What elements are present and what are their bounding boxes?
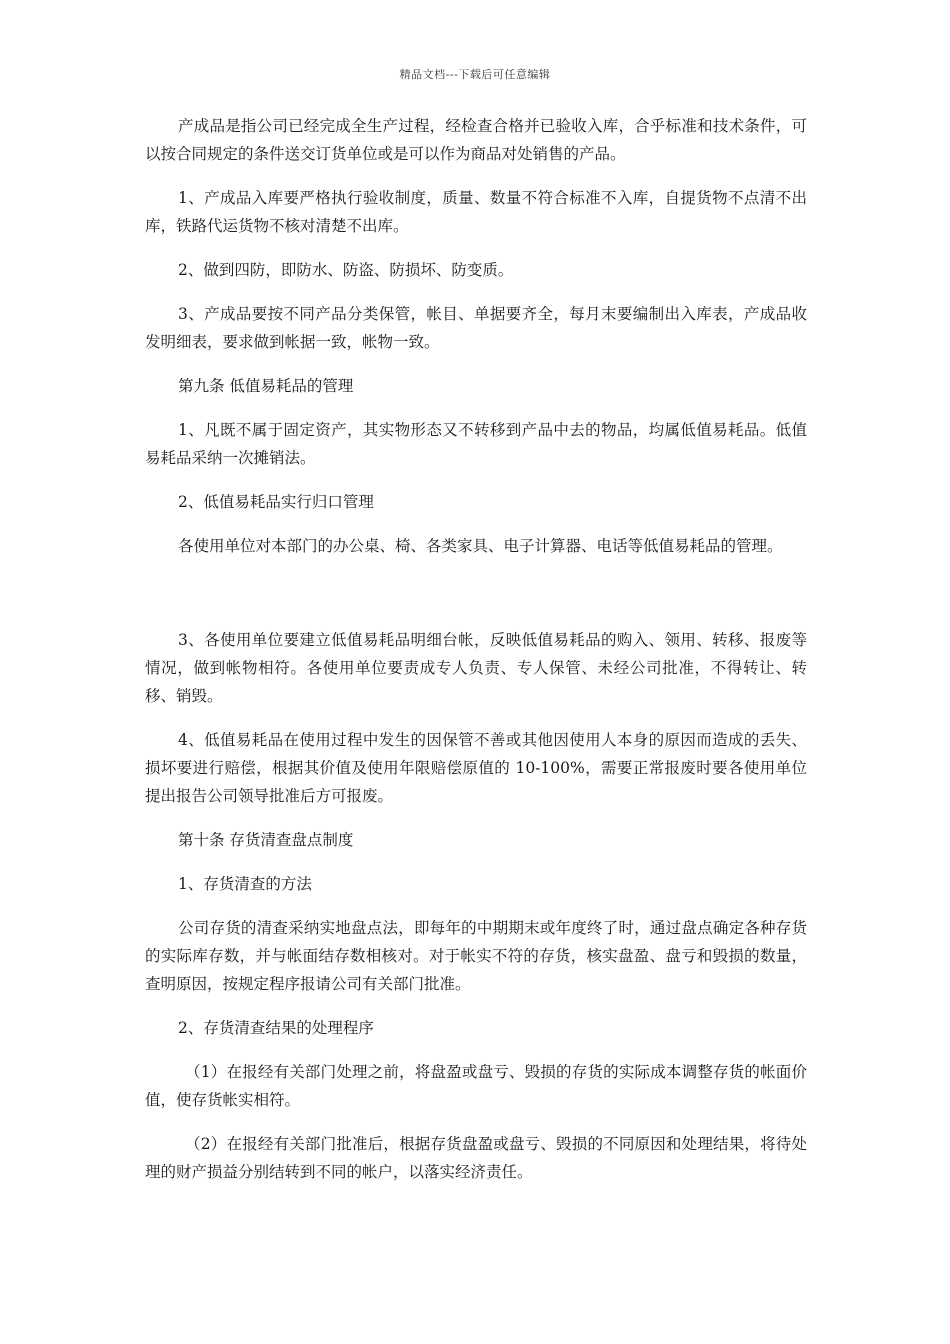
paragraph-inventory-result-heading: 2、存货清查结果的处理程序 (178, 1019, 374, 1037)
paragraph-low-value-rule-2-detail: 各使用单位对本部门的办公桌、椅、各类家具、电子计算器、电话等低值易耗品的管理。 (178, 537, 783, 555)
paragraph-inventory-result-step-2: （2）在报经有关部门批准后，根据存货盘盈或盘亏、毁损的不同原因和处理结果，将待处理的财产损益分别结转到不同的帐户，以落实经济责任。 (145, 1135, 807, 1181)
section-heading-article-10: 第十条 存货清查盘点制度 (178, 831, 354, 849)
page-header: 精品文档---下载后可任意编辑 (399, 68, 551, 81)
paragraph-low-value-rule-2: 2、低值易耗品实行归口管理 (178, 493, 374, 511)
paragraph-low-value-rule-3: 3、各使用单位要建立低值易耗品明细台帐，反映低值易耗品的购入、领用、转移、报废等情况，做到帐物相符。各使用单位要责成专人负责、专人保管、未经公司批准，不得转让、转移、销毁。 (145, 631, 807, 705)
paragraph-low-value-rule-1: 1、凡既不属于固定资产，其实物形态又不转移到产品中去的物品，均属低值易耗品。低值易耗品采纳一次摊销法。 (145, 421, 807, 467)
paragraph-inventory-method: 公司存货的清查采纳实地盘点法，即每年的中期期末或年度终了时，通过盘点确定各种存货的实际库存数，并与帐面结存数相核对。对于帐实不符的存货，核实盘盈、盘亏和毁损的数量，查明原因，按规定程序报请公司有关部门批准。 (145, 919, 807, 993)
paragraph-inventory-result-step-1: （1）在报经有关部门处理之前，将盘盈或盘亏、毁损的存货的实际成本调整存货的帐面价值，使存货帐实相符。 (145, 1063, 807, 1109)
paragraph-finished-goods-rule-2: 2、做到四防，即防水、防盗、防损坏、防变质。 (178, 261, 514, 279)
paragraph-low-value-rule-4: 4、低值易耗品在使用过程中发生的因保管不善或其他因使用人本身的原因而造成的丢失、损坏要进行赔偿，根据其价值及使用年限赔偿原值的 10-100%，需要正常报废时要各使用单位提出报告公司领导批准后方可报废。 (145, 731, 807, 805)
paragraph-finished-goods-rule-3: 3、产成品要按不同产品分类保管，帐目、单据要齐全，每月末要编制出入库表，产成品收发明细表，要求做到帐据一致，帐物一致。 (145, 305, 807, 351)
paragraph-finished-goods-rule-1: 1、产成品入库要严格执行验收制度，质量、数量不符合标准不入库，自提货物不点清不出库，铁路代运货物不核对清楚不出库。 (145, 189, 807, 235)
document-body (145, 112, 807, 1202)
paragraph-inventory-method-heading: 1、存货清查的方法 (178, 875, 312, 893)
paragraph-finished-goods-definition: 产成品是指公司已经完成全生产过程，经检查合格并已验收入库，合乎标准和技术条件，可以按合同规定的条件送交订货单位或是可以作为商品对处销售的产品。 (145, 117, 807, 163)
blank-gap (145, 576, 807, 626)
section-heading-article-9: 第九条 低值易耗品的管理 (178, 377, 354, 395)
